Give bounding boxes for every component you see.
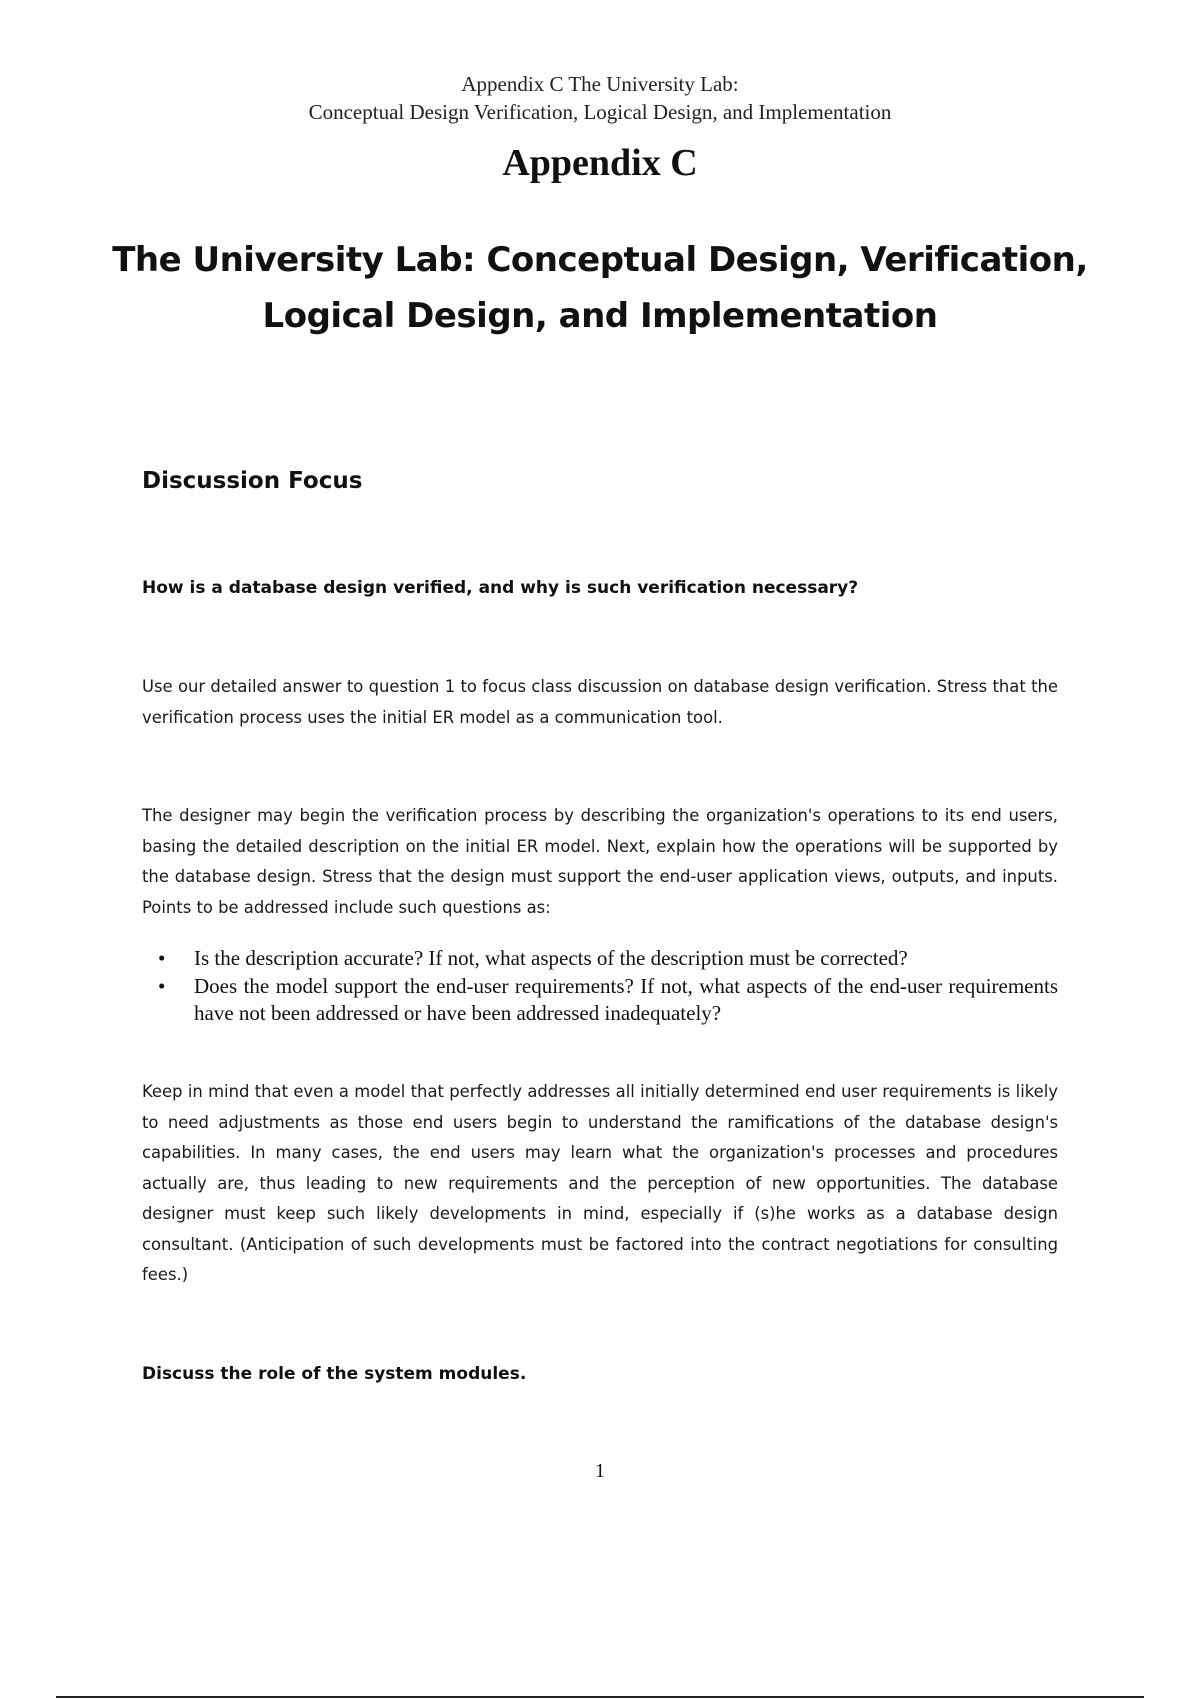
question-2: Discuss the role of the system modules. bbox=[142, 1364, 527, 1384]
bullet-list bbox=[142, 945, 1058, 1028]
running-header-line-2: Conceptual Design Verification, Logical Design, and Implementation bbox=[308, 100, 892, 124]
running-header-line-1: Appendix C The University Lab: bbox=[461, 72, 739, 96]
main-title bbox=[100, 232, 1100, 344]
bottom-rule bbox=[56, 1696, 1144, 1698]
section-heading-discussion-focus: Discussion Focus bbox=[142, 468, 363, 494]
paragraph-2: The designer may begin the verification process by describing the organization's operations to its end users, basing the detailed description on the initial ER model. Next, explain how the operations will be supported by the database design. Stress that the design must support the end-user application views, outputs, and inputs. Points to be addressed include such questions as: bbox=[142, 806, 1058, 917]
appendix-title: Appendix C bbox=[502, 142, 698, 184]
main-title-line-1: The University Lab: Conceptual Design, Verification, bbox=[112, 240, 1088, 280]
bullet-dot: • bbox=[158, 946, 166, 970]
list-item bbox=[142, 945, 1058, 973]
paragraph-1: Use our detailed answer to question 1 to focus class discussion on database design verification. Stress that the verification process uses the initial ER model as a communication tool. bbox=[142, 677, 1058, 727]
main-title-line-2: Logical Design, and Implementation bbox=[262, 296, 938, 336]
page-number: 1 bbox=[595, 1460, 605, 1482]
question-1: How is a database design verified, and why is such verification necessary? bbox=[142, 578, 859, 598]
list-item bbox=[142, 973, 1058, 1028]
list-item-text: Does the model support the end-user requirements? If not, what aspects of the end-user requirements have not been addressed or have been addressed inadequately? bbox=[194, 973, 1058, 1025]
paragraph-3: Keep in mind that even a model that perfectly addresses all initially determined end user requirements is likely to need adjustments as those end users begin to understand the ramifications of the database design's capabilities. In many cases, the end users may learn what the organization's processes and procedures actually are, thus leading to new requirements and the perception of new opportunities. The database designer must keep such likely developments in mind, especially if (s)he works as a database design consultant. (Anticipation of such developments must be factored into the contract negotiations for consulting fees.) bbox=[142, 1082, 1058, 1284]
bullet-dot: • bbox=[158, 973, 166, 998]
list-item-text: Is the description accurate? If not, what aspects of the description must be corrected? bbox=[194, 946, 908, 970]
running-header bbox=[0, 70, 1200, 126]
